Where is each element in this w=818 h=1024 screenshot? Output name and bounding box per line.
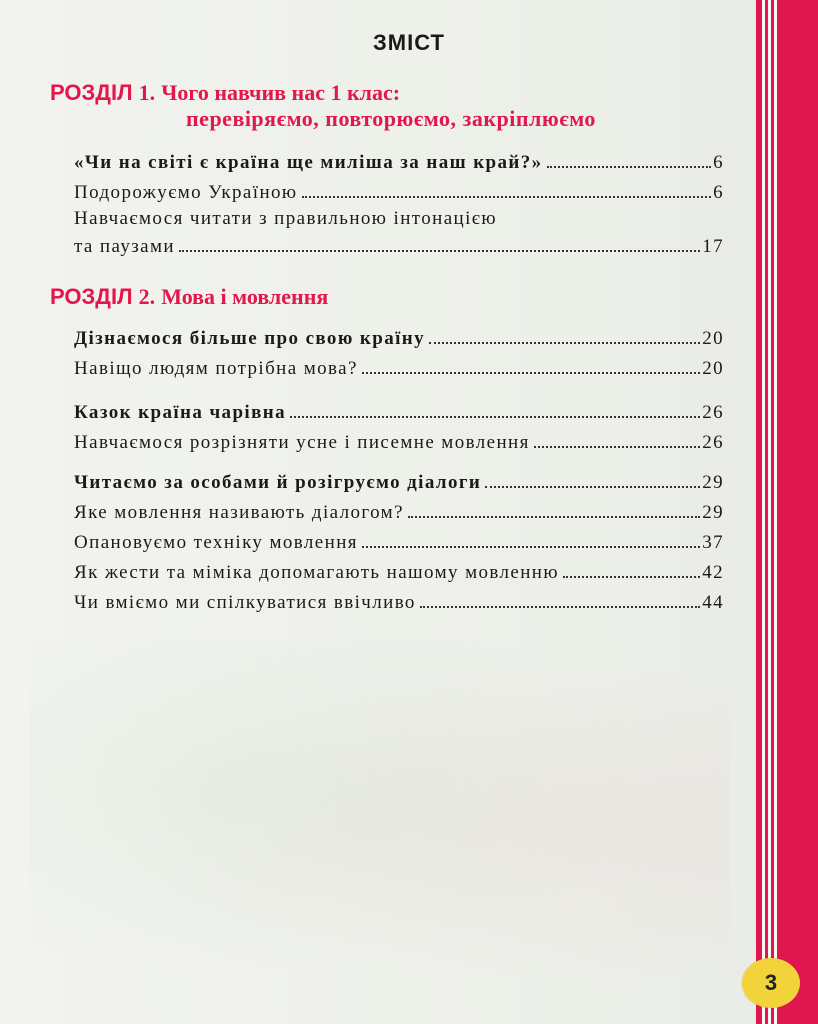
toc-entry[interactable] xyxy=(74,322,724,350)
leader-dots xyxy=(485,485,700,488)
section-1-subtitle: перевіряємо, повторюємо, закріплюємо xyxy=(186,106,596,131)
toc-page-number: 37 xyxy=(702,532,724,553)
toc-entry[interactable] xyxy=(74,176,724,204)
page-number-badge: 3 xyxy=(742,958,800,1008)
toc-entry-label: Дізнаємося більше про свою країну xyxy=(74,328,426,349)
band-stripe xyxy=(774,0,777,1024)
band-stripe xyxy=(768,0,771,1024)
section-title: Мова і мовлення xyxy=(161,284,329,309)
section-1-heading xyxy=(50,80,400,106)
toc-page-number: 29 xyxy=(702,472,724,493)
toc-entry-label: Навчаємося розрізняти усне і писемне мовлення xyxy=(74,432,530,453)
toc-entry-label: Подорожуємо Україною xyxy=(74,182,298,203)
toc-entry-label: Казок країна чарівна xyxy=(74,402,287,423)
section-number: 1. xyxy=(138,80,156,105)
toc-page-number: 29 xyxy=(702,502,724,523)
toc-page-number: 20 xyxy=(702,358,724,379)
band-stripe xyxy=(762,0,765,1024)
toc-entry-label: Навіщо людям потрібна мова? xyxy=(74,358,358,379)
toc-page-number: 26 xyxy=(702,402,724,423)
toc-entry[interactable] xyxy=(74,426,724,454)
toc-entry-label: Як жести та міміка допомагають нашому мовленню xyxy=(74,562,559,583)
toc-entry-label: Яке мовлення називають діалогом? xyxy=(74,502,404,523)
toc-entry[interactable] xyxy=(74,496,724,524)
leader-dots xyxy=(290,415,700,418)
section-prefix: РОЗДІЛ xyxy=(50,80,133,105)
toc-entry[interactable] xyxy=(74,586,724,614)
leader-dots xyxy=(429,341,700,344)
toc-entry-label: Чи вміємо ми спілкуватися ввічливо xyxy=(74,592,416,613)
toc-entry-label: та паузами xyxy=(74,236,175,257)
toc-entry[interactable] xyxy=(74,396,724,424)
toc-entry[interactable] xyxy=(74,466,724,494)
toc-entry[interactable] xyxy=(74,526,724,554)
toc-entry-label-line1: Навчаємося читати з правильною інтонацією xyxy=(74,208,497,229)
leader-dots xyxy=(420,605,700,608)
toc-page-number: 6 xyxy=(713,182,724,203)
reverse-page-bleed xyxy=(30,640,730,1010)
toc-page-number: 20 xyxy=(702,328,724,349)
leader-dots xyxy=(362,371,700,374)
leader-dots xyxy=(179,249,700,252)
toc-entry[interactable] xyxy=(74,352,724,380)
leader-dots xyxy=(408,515,700,518)
leader-dots xyxy=(547,165,712,168)
page-title: ЗМІСТ xyxy=(373,30,445,55)
toc-page-number: 26 xyxy=(702,432,724,453)
leader-dots xyxy=(362,545,700,548)
toc-page-number: 44 xyxy=(702,592,724,613)
right-color-band xyxy=(756,0,818,1024)
toc-entry[interactable] xyxy=(74,146,724,174)
toc-entry-label: «Чи на світі є країна ще миліша за наш край?» xyxy=(74,152,543,173)
toc-page-number: 6 xyxy=(713,152,724,173)
toc-entry-label: Читаємо за особами й розігруємо діалоги xyxy=(74,472,482,493)
section-number: 2. xyxy=(138,284,156,309)
toc-entry-label: Опановуємо техніку мовлення xyxy=(74,532,358,553)
leader-dots xyxy=(534,445,700,448)
toc-page-number: 17 xyxy=(702,236,724,257)
toc-entry[interactable] xyxy=(74,556,724,584)
leader-dots xyxy=(563,575,700,578)
toc-entry[interactable] xyxy=(74,230,724,258)
section-2-heading xyxy=(50,284,328,310)
section-title: Чого навчив нас 1 клас: xyxy=(161,80,401,105)
toc-page-number: 42 xyxy=(702,562,724,583)
leader-dots xyxy=(302,195,712,198)
section-prefix: РОЗДІЛ xyxy=(50,284,133,309)
